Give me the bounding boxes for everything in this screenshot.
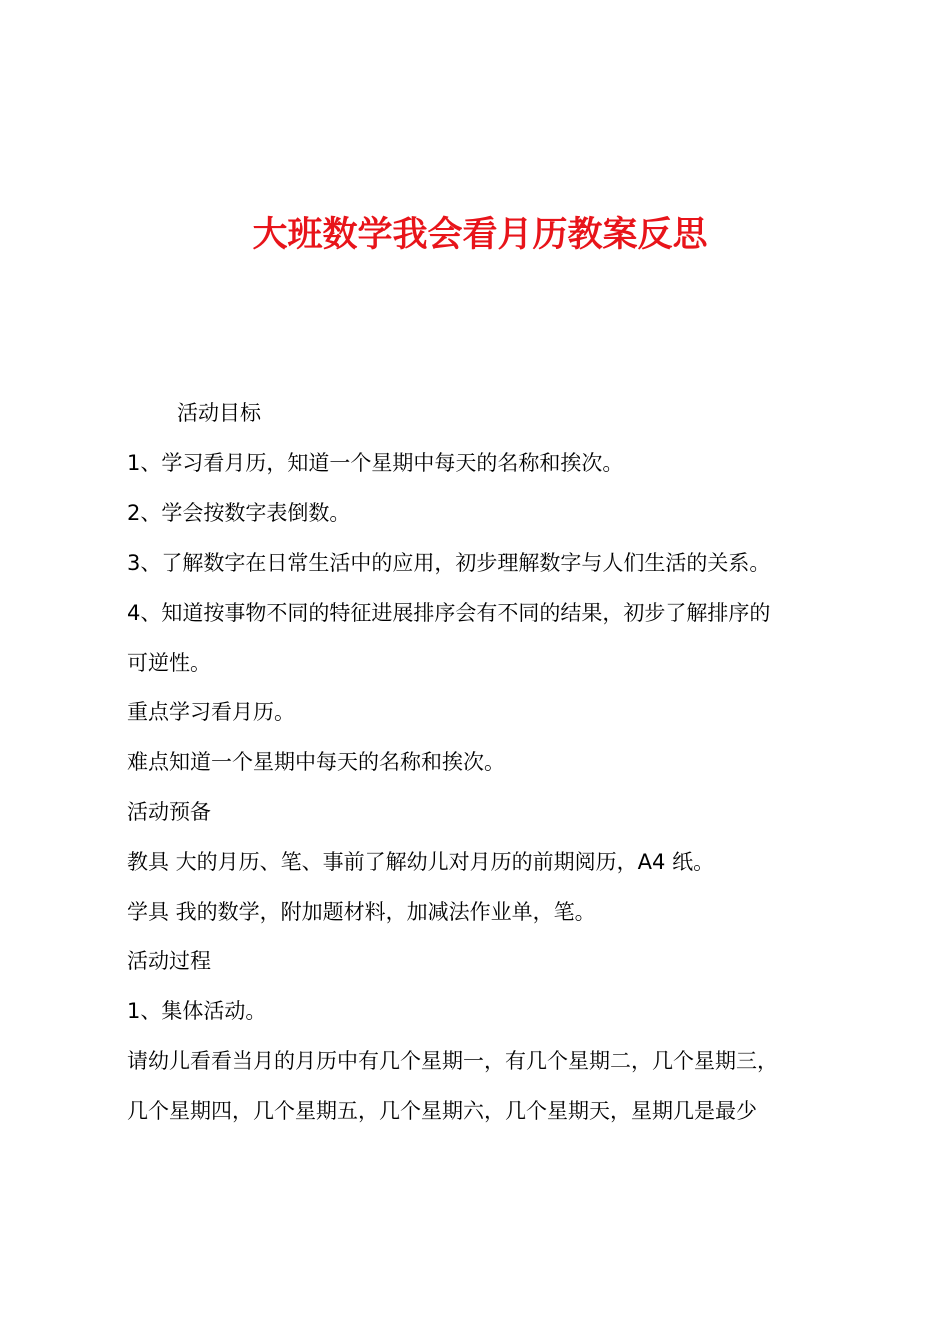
goal-item-3: 3、了解数字在日常生活中的应用，初步理解数字与人们生活的关系。 [127,551,771,575]
learning-materials: 学具 我的数学，附加题材料，加减法作业单，笔。 [127,900,596,924]
goal-item-4-continued: 可逆性。 [127,651,211,675]
teaching-materials: 教具 大的月历、笔、事前了解幼儿对月历的前期阅历，A4 纸。 [127,850,715,874]
process-paragraph-line-1: 请幼儿看看当月的月历中有几个星期一，有几个星期二，几个星期三， [127,1049,778,1073]
process-step-1: 1、集体活动。 [127,999,267,1023]
section-heading-goals: 活动目标 [177,401,261,425]
goal-item-4: 4、知道按事物不同的特征进展排序会有不同的结果，初步了解排序的 [127,601,771,625]
goal-item-1: 1、学习看月历，知道一个星期中每天的名称和挨次。 [127,451,624,475]
document-title: 大班数学我会看月历教案反思 [252,214,708,255]
key-point: 重点学习看月历。 [127,700,295,724]
difficult-point: 难点知道一个星期中每天的名称和挨次。 [127,750,505,774]
goal-item-2: 2、学会按数字表倒数。 [127,501,351,525]
section-heading-process: 活动过程 [127,949,211,973]
process-paragraph-line-2: 几个星期四，几个星期五，几个星期六，几个星期天，星期几是最少 [127,1099,757,1123]
section-heading-preparation: 活动预备 [127,800,211,824]
